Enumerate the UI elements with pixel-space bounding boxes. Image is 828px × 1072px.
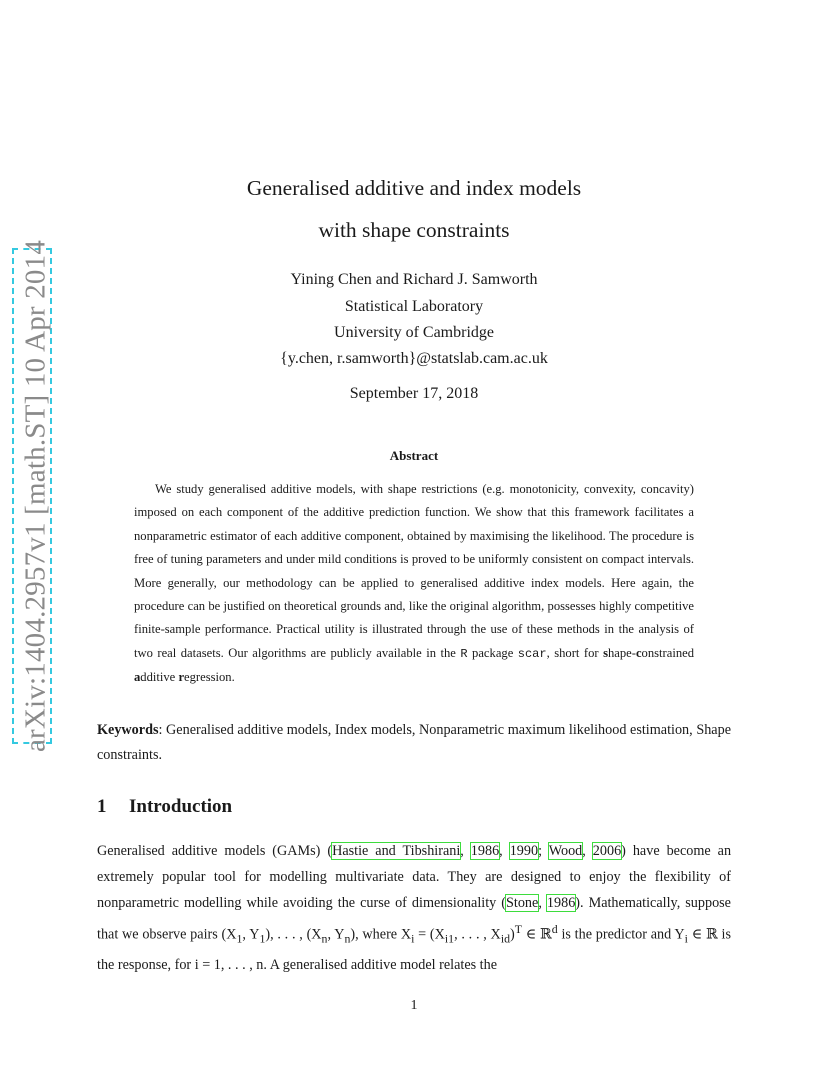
authors: Yining Chen and Richard J. Samworth [290,271,538,288]
citation-link-1986[interactable]: 1986 [470,843,500,859]
acronym-word-regression: egression. [184,670,235,685]
intro-text: , . . . , X [454,926,501,943]
keywords-paragraph [97,718,731,768]
arxiv-identifier[interactable]: arXiv:1404.2957v1 [math.ST] 10 Apr 2014 [19,239,52,753]
abstract-text-short-for: , short for [546,645,604,660]
intro-text: , Y [327,926,345,943]
subscript: n [321,931,328,946]
citation-link-hastie-tibshirani[interactable]: Hastie and Tibshirani [332,843,461,859]
abstract-heading: Abstract [389,448,439,463]
subscript: id [500,931,511,946]
acronym-letter-s: s [603,645,608,660]
acronym-letter-a: a [134,670,141,685]
author-emails: {y.chen, r.samworth}@statslab.cam.ac.uk [280,350,548,367]
intro-text: , [582,843,593,859]
acronym-word-shape: hape- [607,645,636,660]
acronym-word-additive: dditive [140,670,179,685]
intro-text: ∈ ℝ [521,926,552,943]
abstract-text-package: package [467,645,518,660]
citation-link-1990[interactable]: 1990 [509,843,539,859]
superscript: d [551,922,558,936]
subscript: 1 [259,931,266,946]
citation-link-2006[interactable]: 2006 [592,843,622,859]
citation-link-stone[interactable]: Stone [506,895,539,911]
intro-text: = (X [414,926,445,943]
intro-text: ). Mathematically, suppose that we observe pairs (X [97,895,731,943]
section-title: Introduction [129,796,233,817]
intro-text: ), where X [350,926,412,943]
intro-text: ) [510,926,515,943]
keywords-text: : Generalised additive models, Index models, Nonparametric maximum likelihood estimation, Shape constraints. [97,722,731,763]
acronym-letter-r: r [178,670,185,685]
subscript: 1 [236,931,243,946]
affiliation-line-1: Statistical Laboratory [344,298,484,315]
intro-text: , [460,843,471,859]
subscript: i1 [444,931,455,946]
intro-text: ), . . . , (X [265,926,322,943]
affiliation-line-2: University of Cambridge [334,324,494,341]
paper-date: September 17, 2018 [349,385,479,402]
acronym-word-constrained: onstrained [641,645,695,660]
intro-text: ∈ ℝ is the response, for i = 1, . . . , n. A generalised additive model relates the [97,926,731,973]
citation-link-wood[interactable]: Wood [548,843,583,859]
keywords-label: Keywords [97,722,159,738]
paper-title-line-1: Generalised additive and index models [246,176,582,200]
abstract-body [134,478,694,690]
acronym-letter-c: c [635,645,642,660]
abstract-text: We study generalised additive models, with shape restrictions (e.g. monotonicity, convexity, concavity) imposed on each component of the additive prediction function. We show that this framework facilitates a nonparametric estimator of each additive component, obtained by maximising the likelihood. The procedure is free of tuning parameters and under mild conditions is proved to be uniformly consistent on compact intervals. More generally, our methodology can be applied to generalised additive index models. Here again, the procedure can be justified on theoretical grounds and, like the original algorithm, possesses highly competitive finite-sample performance. Practical utility is illustrated through the use of these methods in the analysis of two real datasets. Our algorithms are publicly available in the [134,482,694,660]
intro-text: ; [538,843,549,859]
intro-text: , [499,843,510,859]
intro-text: is the predictor and Y [557,926,685,943]
paper-title-line-2: with shape constraints [318,218,510,242]
scar-package-name: scar [517,646,547,661]
intro-text: , [538,895,547,911]
citation-link-stone-1986[interactable]: 1986 [546,895,576,911]
intro-paragraph [97,838,731,978]
subscript: i [684,931,688,946]
intro-text: Generalised additive models (GAMs) ( [97,843,333,859]
subscript: n [344,931,351,946]
intro-text: ) have become an extremely popular tool for modelling multivariate data. They are designed to enjoy the flexibility of nonparametric modelling while avoiding the curse of dimensionality ( [97,843,732,911]
page-number: 1 [410,998,418,1013]
superscript: T [514,922,522,936]
intro-text: , Y [242,926,260,943]
r-language-name: R [460,646,468,661]
section-heading [97,796,232,818]
section-number: 1 [97,796,107,817]
subscript: i [411,931,415,946]
